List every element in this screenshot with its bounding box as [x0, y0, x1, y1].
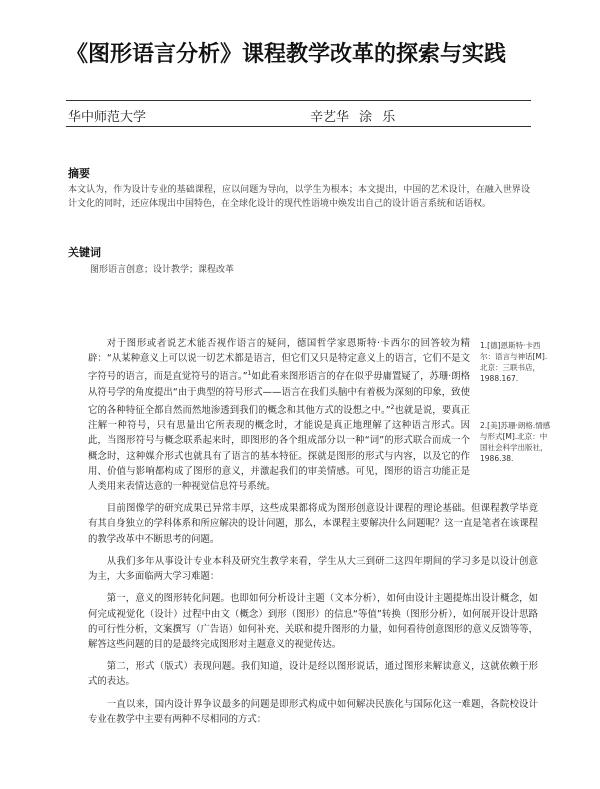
header-rule-bottom: [66, 126, 531, 127]
side-note-2: 2.[美]苏珊·朗格.情感与形式[M].北京：中国社会科学出版社，1986.38.: [480, 421, 551, 463]
body-paragraph: 一直以来，国内设计界争议最多的问题是即形式构成中如何解决民族化与国际化这一难题，各院校设计专业在教学中主要有两种不尽相同的方式：: [88, 698, 538, 725]
footnote-mark: 2: [390, 403, 395, 411]
body-paragraph: 目前图像学的研究成果已异常丰厚，这些成果都将成为图形创意设计课程的理论基础。但课程教学毕竟有其自身独立的学科体系和所应解决的设计问题，那么，本课程主要解决什么问题呢？这一直是笔者在该课程的教学改革中不断思考的问题。: [88, 503, 539, 545]
body-paragraph: 第一，意义的图形转化问题。也即如何分析设计主题（文本分析），如何由设计主题提炼出设计概念，如何完成视觉化（设计）过程中由文（概念）到形（图形）的信息“等值”转换（图形分析），如何展开设计思路的可行性分析，文案撰写（广告语）如何补充、关联和提升图形的力量，如何看待创意图形的意义反馈等等，解答这些问题的目的是最终完成图形对主题意义的视觉传达。: [88, 593, 539, 650]
body-paragraph: 第二，形式（版式）表现问题。我们知道，设计是经以图形说话，通过图形来解读意义，这就依赖于形式的表达。: [88, 661, 538, 688]
abstract-text: 本文认为，作为设计专业的基础课程，应以问题为导向，以学生为根本；本文提出，中国的艺术设计，在融入世界设计文化的同时，还应体现出中国特色，在全球化设计的现代性语境中焕发出自己的设计语言系统和话语权。: [68, 185, 530, 209]
body-paragraph: 对于图形或者说艺术能否视作语言的疑问，德国哲学家恩斯特·卡西尔的回答较为精辟：“从某种意义上可以说一切艺术都是语言，但它们又只是特定意义上的语言，它们不是文字符号的语言，而是直觉符号的语言。”$^1$如此看来图形语言的存在似乎毋庸置疑了，苏珊·朗格从符号学的角度提出“由于典型的符号形式——语言在我们头脑中有着极为深刻的印象，致使它的各种特征全都自然而然地渗透到我们的概念和其他方式的设想之中。”$^2$也就是说，要真正注解一种符号，只有思量出它所表现的概念时，才能说是真正地理解了这种语言形式。因此，当图形符号与概念联系起来时，即图形的各个组成部分以一种“词”的形式联合而成一个概念时，这种媒介形式也就具有了语言的基本特征。探就是图形的形式与内容，以及它的作用、价值与影响都构成了图形的意义，并激起我们的审美情感。可见，图形的语言功能正是人类用来表情达意的一种视觉信息符号系统。: [88, 338, 470, 493]
affiliation: 华中师范大学: [68, 110, 147, 125]
header-rule-top: [66, 100, 531, 101]
side-note-1: 1.[德]恩斯特·卡西尔：语言与神话[M].北京：三联书店，1988.167.: [480, 341, 548, 383]
abstract-heading: 摘要: [68, 167, 90, 180]
article-title: 《图形语言分析》课程教学改革的探索与实践: [66, 42, 507, 67]
keywords-heading: 关键词: [68, 246, 101, 259]
body-paragraph: 从我们多年从事设计专业本科及研究生教学来看，学生从大三到研二这四年期间的学习多是以设计创意为主，大多面临两大学习难题：: [88, 555, 538, 583]
keywords-text: 图形语言创意；设计教学；课程改革: [90, 265, 235, 275]
footnote-mark: 1: [247, 370, 252, 378]
authors: 辛艺华 涂 乐: [310, 110, 396, 125]
